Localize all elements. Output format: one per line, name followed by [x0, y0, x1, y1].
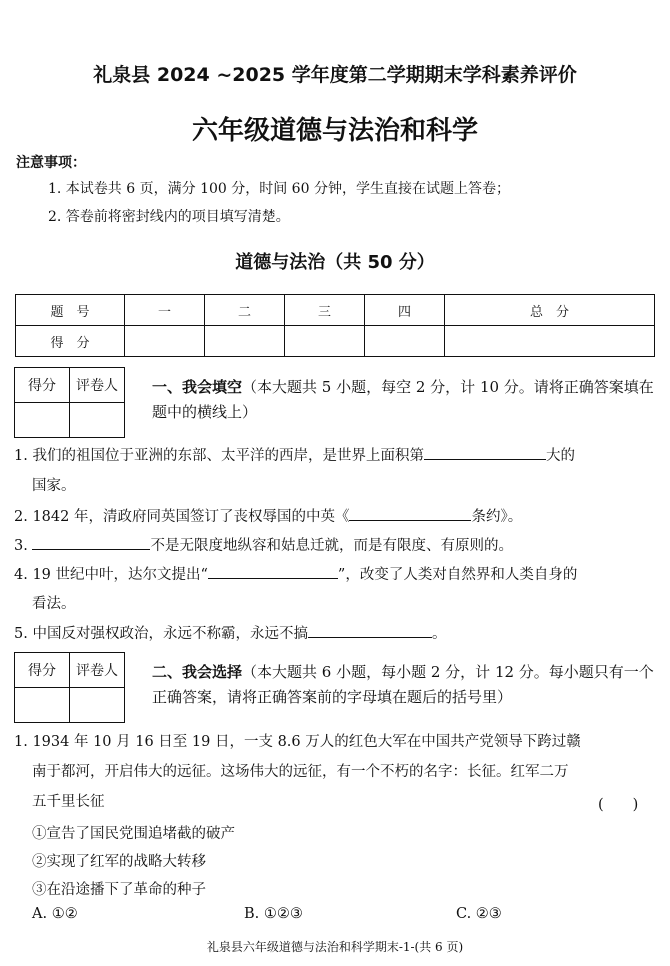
- q-text: 大的: [545, 448, 575, 464]
- score-input-cell[interactable]: [365, 326, 445, 357]
- question-1-cont: 国家。: [32, 478, 76, 494]
- section1-desc: （本大题共 5 小题，每空 2 分，计 10 分。请将正确答案填在题中的横线上）: [152, 378, 654, 421]
- grader-name-cell[interactable]: [70, 688, 125, 723]
- option-a[interactable]: A. ①②: [32, 906, 78, 922]
- q-text: 不是无限度地纵容和姑息迁就，而是有限度、有原则的。: [150, 538, 513, 554]
- part-title: 道德与法治（共 50 分）: [235, 252, 435, 273]
- score-header-cell: 二: [205, 295, 285, 326]
- subject-title: 六年级道德与法治和科学: [191, 116, 478, 146]
- grader-name-label: 评卷人: [70, 368, 125, 403]
- grader-score-cell[interactable]: [15, 403, 70, 438]
- answer-blank[interactable]: [308, 621, 432, 638]
- question-4-cont: 看法。: [32, 596, 76, 612]
- score-input-cell[interactable]: [205, 326, 285, 357]
- score-table-score-row: [16, 326, 655, 357]
- q-text: 条约》。: [471, 509, 523, 525]
- score-input-cell[interactable]: [285, 326, 365, 357]
- grader-box-2: [14, 652, 125, 723]
- grader-score-cell[interactable]: [15, 688, 70, 723]
- statement-item: ③在沿途播下了革命的种子: [32, 882, 206, 898]
- question-3: [14, 532, 659, 561]
- answer-blank[interactable]: [424, 443, 546, 460]
- statement-item: ①宣告了国民党围追堵截的破产: [32, 826, 235, 842]
- statement-item: ②实现了红军的战略大转移: [32, 854, 206, 870]
- notice-heading: 注意事项：: [16, 155, 86, 171]
- score-row-label: 得 分: [16, 326, 125, 357]
- answer-blank[interactable]: [208, 562, 338, 579]
- question-5: [14, 620, 659, 649]
- grader-score-label: 得分: [15, 653, 70, 688]
- section2-title: 二、我会选择: [152, 663, 243, 681]
- section2-heading: [152, 660, 657, 710]
- q-text: 4. 19 世纪中叶，达尔文提出“: [14, 567, 208, 583]
- question-1: [14, 442, 659, 471]
- option-b[interactable]: B. ①②③: [244, 906, 303, 922]
- exam-title: 礼泉县 2024 ~2025 学年度第二学期期末学科素养评价: [93, 64, 577, 86]
- mc-question-1-line2: 南于都河，开启伟大的远征。这场伟大的远征，有一个不朽的名字：长征。红军二万: [32, 764, 569, 780]
- question-2: [14, 503, 659, 532]
- question-4: [14, 561, 659, 590]
- q-text: ”，改变了人类对自然界和人类自身的: [337, 567, 578, 583]
- section2-desc: （本大题共 6 小题，每小题 2 分，计 12 分。每小题只有一个正确答案，请将正确答案前的字母填在题后的括号里）: [152, 663, 654, 706]
- grader-box-1: [14, 367, 125, 438]
- section1-heading: [152, 375, 657, 425]
- q-text: 。: [431, 626, 447, 642]
- grader-name-cell[interactable]: [70, 403, 125, 438]
- option-c[interactable]: C. ②③: [456, 906, 502, 922]
- grader-name-label: 评卷人: [70, 653, 125, 688]
- score-header-cell: 题 号: [16, 295, 125, 326]
- q-text: 3.: [14, 538, 28, 554]
- notice-item: 1. 本试卷共 6 页，满分 100 分，时间 60 分钟，学生直接在试题上答卷；: [48, 181, 510, 197]
- answer-blank[interactable]: [349, 504, 471, 521]
- answer-parentheses[interactable]: ( ): [598, 797, 639, 813]
- q-text: 5. 中国反对强权政治，永远不称霸，永远不搞: [14, 626, 308, 642]
- score-table: [15, 294, 655, 357]
- mc-question-1-line1: 1. 1934 年 10 月 16 日至 19 日，一支 8.6 万人的红色大军在中国共产党领导下跨过赣: [14, 734, 581, 750]
- q-text: 2. 1842 年，清政府同英国签订了丧权辱国的中英《: [14, 509, 350, 525]
- score-input-cell[interactable]: [445, 326, 655, 357]
- mc-question-1-line3: 五千里长征: [32, 794, 105, 810]
- score-input-cell[interactable]: [125, 326, 205, 357]
- grader-score-label: 得分: [15, 368, 70, 403]
- answer-blank[interactable]: [32, 533, 150, 550]
- score-header-cell: 四: [365, 295, 445, 326]
- score-header-cell: 一: [125, 295, 205, 326]
- score-table-header-row: [16, 295, 655, 326]
- q-text: 1. 我们的祖国位于亚洲的东部、太平洋的西岸，是世界上面积第: [14, 448, 424, 464]
- notice-item: 2. 答卷前将密封线内的项目填写清楚。: [48, 209, 290, 225]
- page-footer: 礼泉县六年级道德与法治和科学期末-1-(共 6 页): [206, 940, 464, 954]
- section1-title: 一、我会填空: [152, 378, 243, 396]
- score-header-cell: 总 分: [445, 295, 655, 326]
- score-header-cell: 三: [285, 295, 365, 326]
